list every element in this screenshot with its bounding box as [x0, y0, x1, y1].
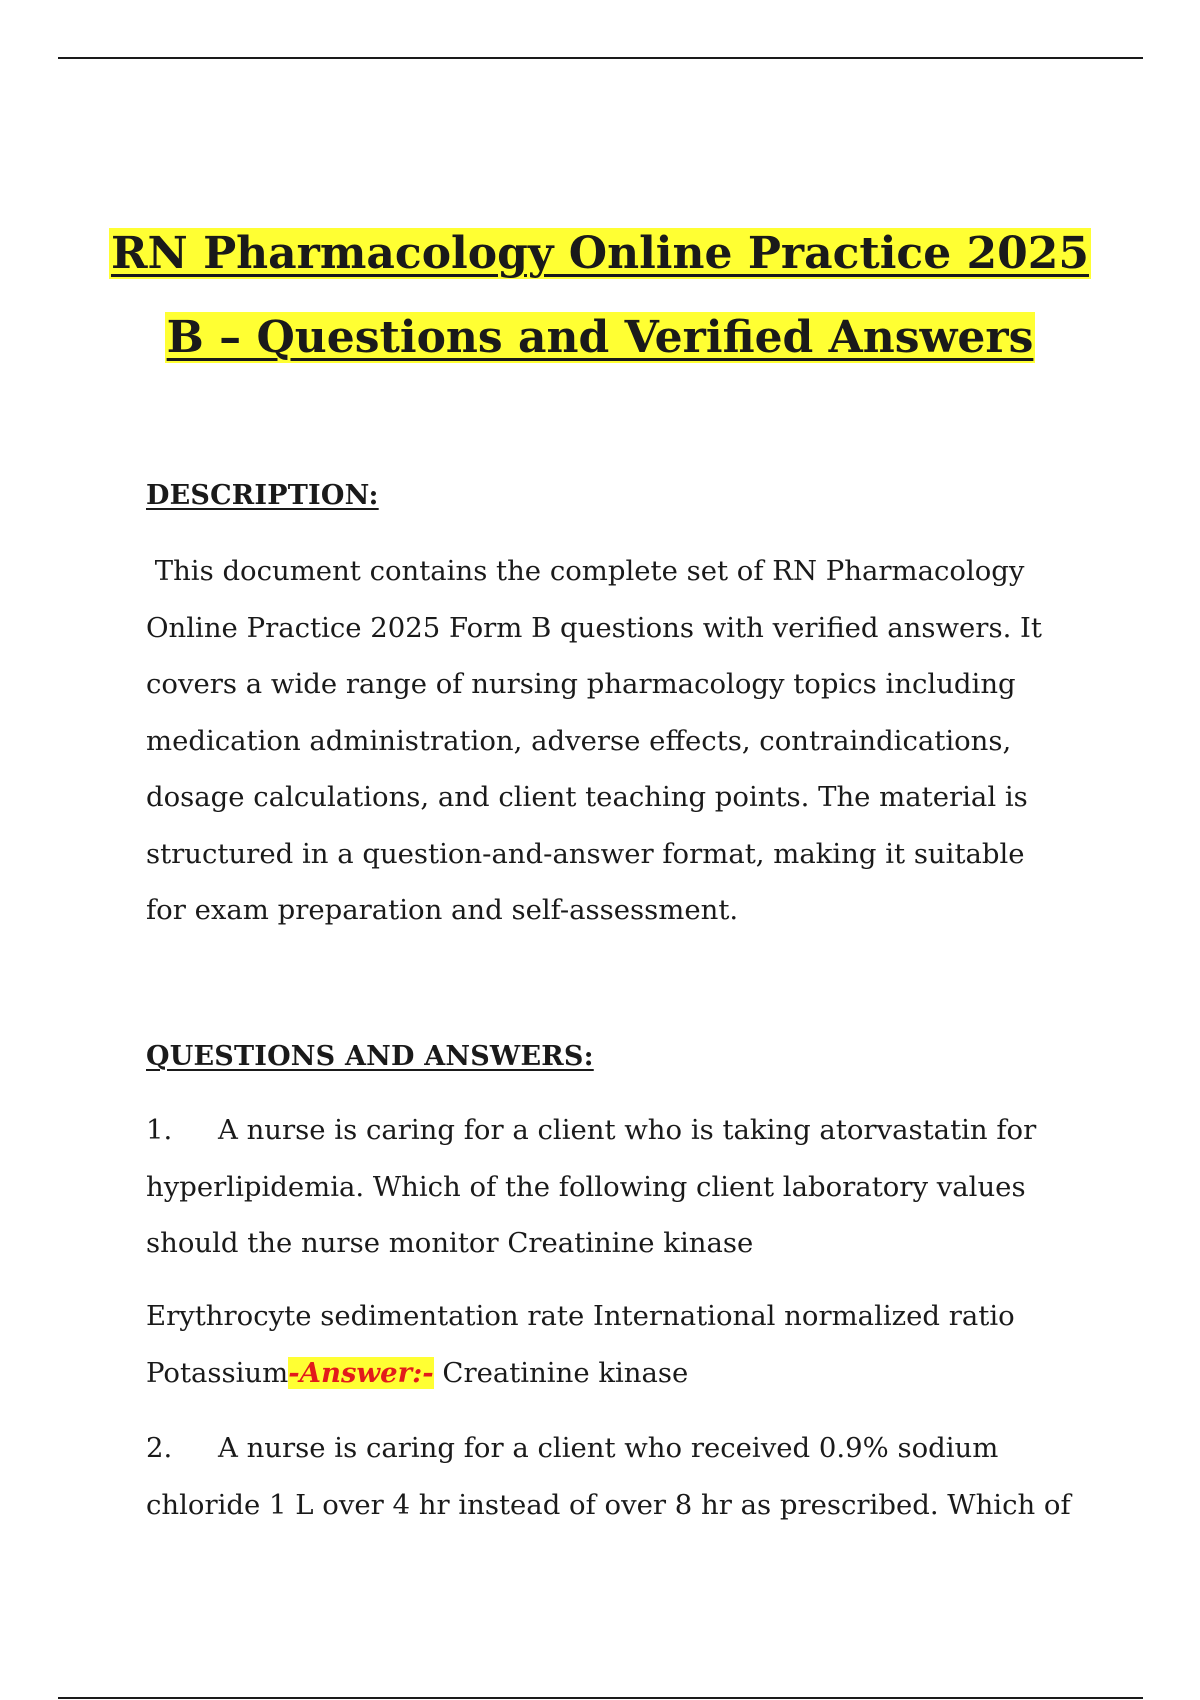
- question-2-line-1: [146, 1420, 1066, 1477]
- title-line-1: RN Pharmacology Online Practice 2025: [110, 228, 1089, 279]
- question-1-line-1: [146, 1102, 1066, 1159]
- question-1-options: [146, 1288, 1066, 1401]
- document-title: [0, 212, 1200, 380]
- question-text: A nurse is caring for a client who is taking atorvastatin for: [218, 1114, 1037, 1146]
- description-line: dosage calculations, and client teaching points. The material is: [146, 781, 1028, 813]
- description-body: [146, 543, 1066, 939]
- description-heading: DESCRIPTION:: [146, 480, 379, 511]
- answer-label: -Answer:-: [288, 1356, 434, 1389]
- description-line: This document contains the complete set of RN Pharmacology: [146, 555, 1025, 587]
- question-1-line-3: should the nurse monitor Creatinine kinase: [146, 1227, 754, 1259]
- question-2: [146, 1420, 1071, 1533]
- question-text: A nurse is caring for a client who received 0.9% sodium: [218, 1432, 999, 1464]
- bottom-rule: [58, 1697, 1143, 1699]
- description-line: medication administration, adverse effects, contraindications,: [146, 724, 1012, 757]
- question-1-answer-line: [146, 1345, 1066, 1402]
- description-line: covers a wide range of nursing pharmacology topics including: [146, 668, 1016, 700]
- last-option: Potassium: [146, 1356, 289, 1389]
- description-line: structured in a question-and-answer format, making it suitable: [146, 837, 1025, 870]
- qa-heading: QUESTIONS AND ANSWERS:: [146, 1041, 594, 1072]
- question-1-options-line: Erythrocyte sedimentation rate International normalized ratio: [146, 1300, 1015, 1332]
- question-1: [146, 1102, 1066, 1272]
- question-number: 1.: [146, 1114, 173, 1146]
- question-number: 2.: [146, 1432, 173, 1464]
- description-line: for exam preparation and self-assessment.: [146, 894, 739, 926]
- question-2-line-2: chloride 1 L over 4 hr instead of over 8 hr as prescribed. Which of: [146, 1488, 1071, 1521]
- title-line-2: B – Questions and Verified Answers: [166, 312, 1034, 363]
- answer-text: Creatinine kinase: [433, 1356, 689, 1389]
- top-rule: [58, 57, 1143, 59]
- question-1-line-2: hyperlipidemia. Which of the following client laboratory values: [146, 1170, 1026, 1203]
- description-line: Online Practice 2025 Form B questions with verified answers. It: [146, 611, 1042, 644]
